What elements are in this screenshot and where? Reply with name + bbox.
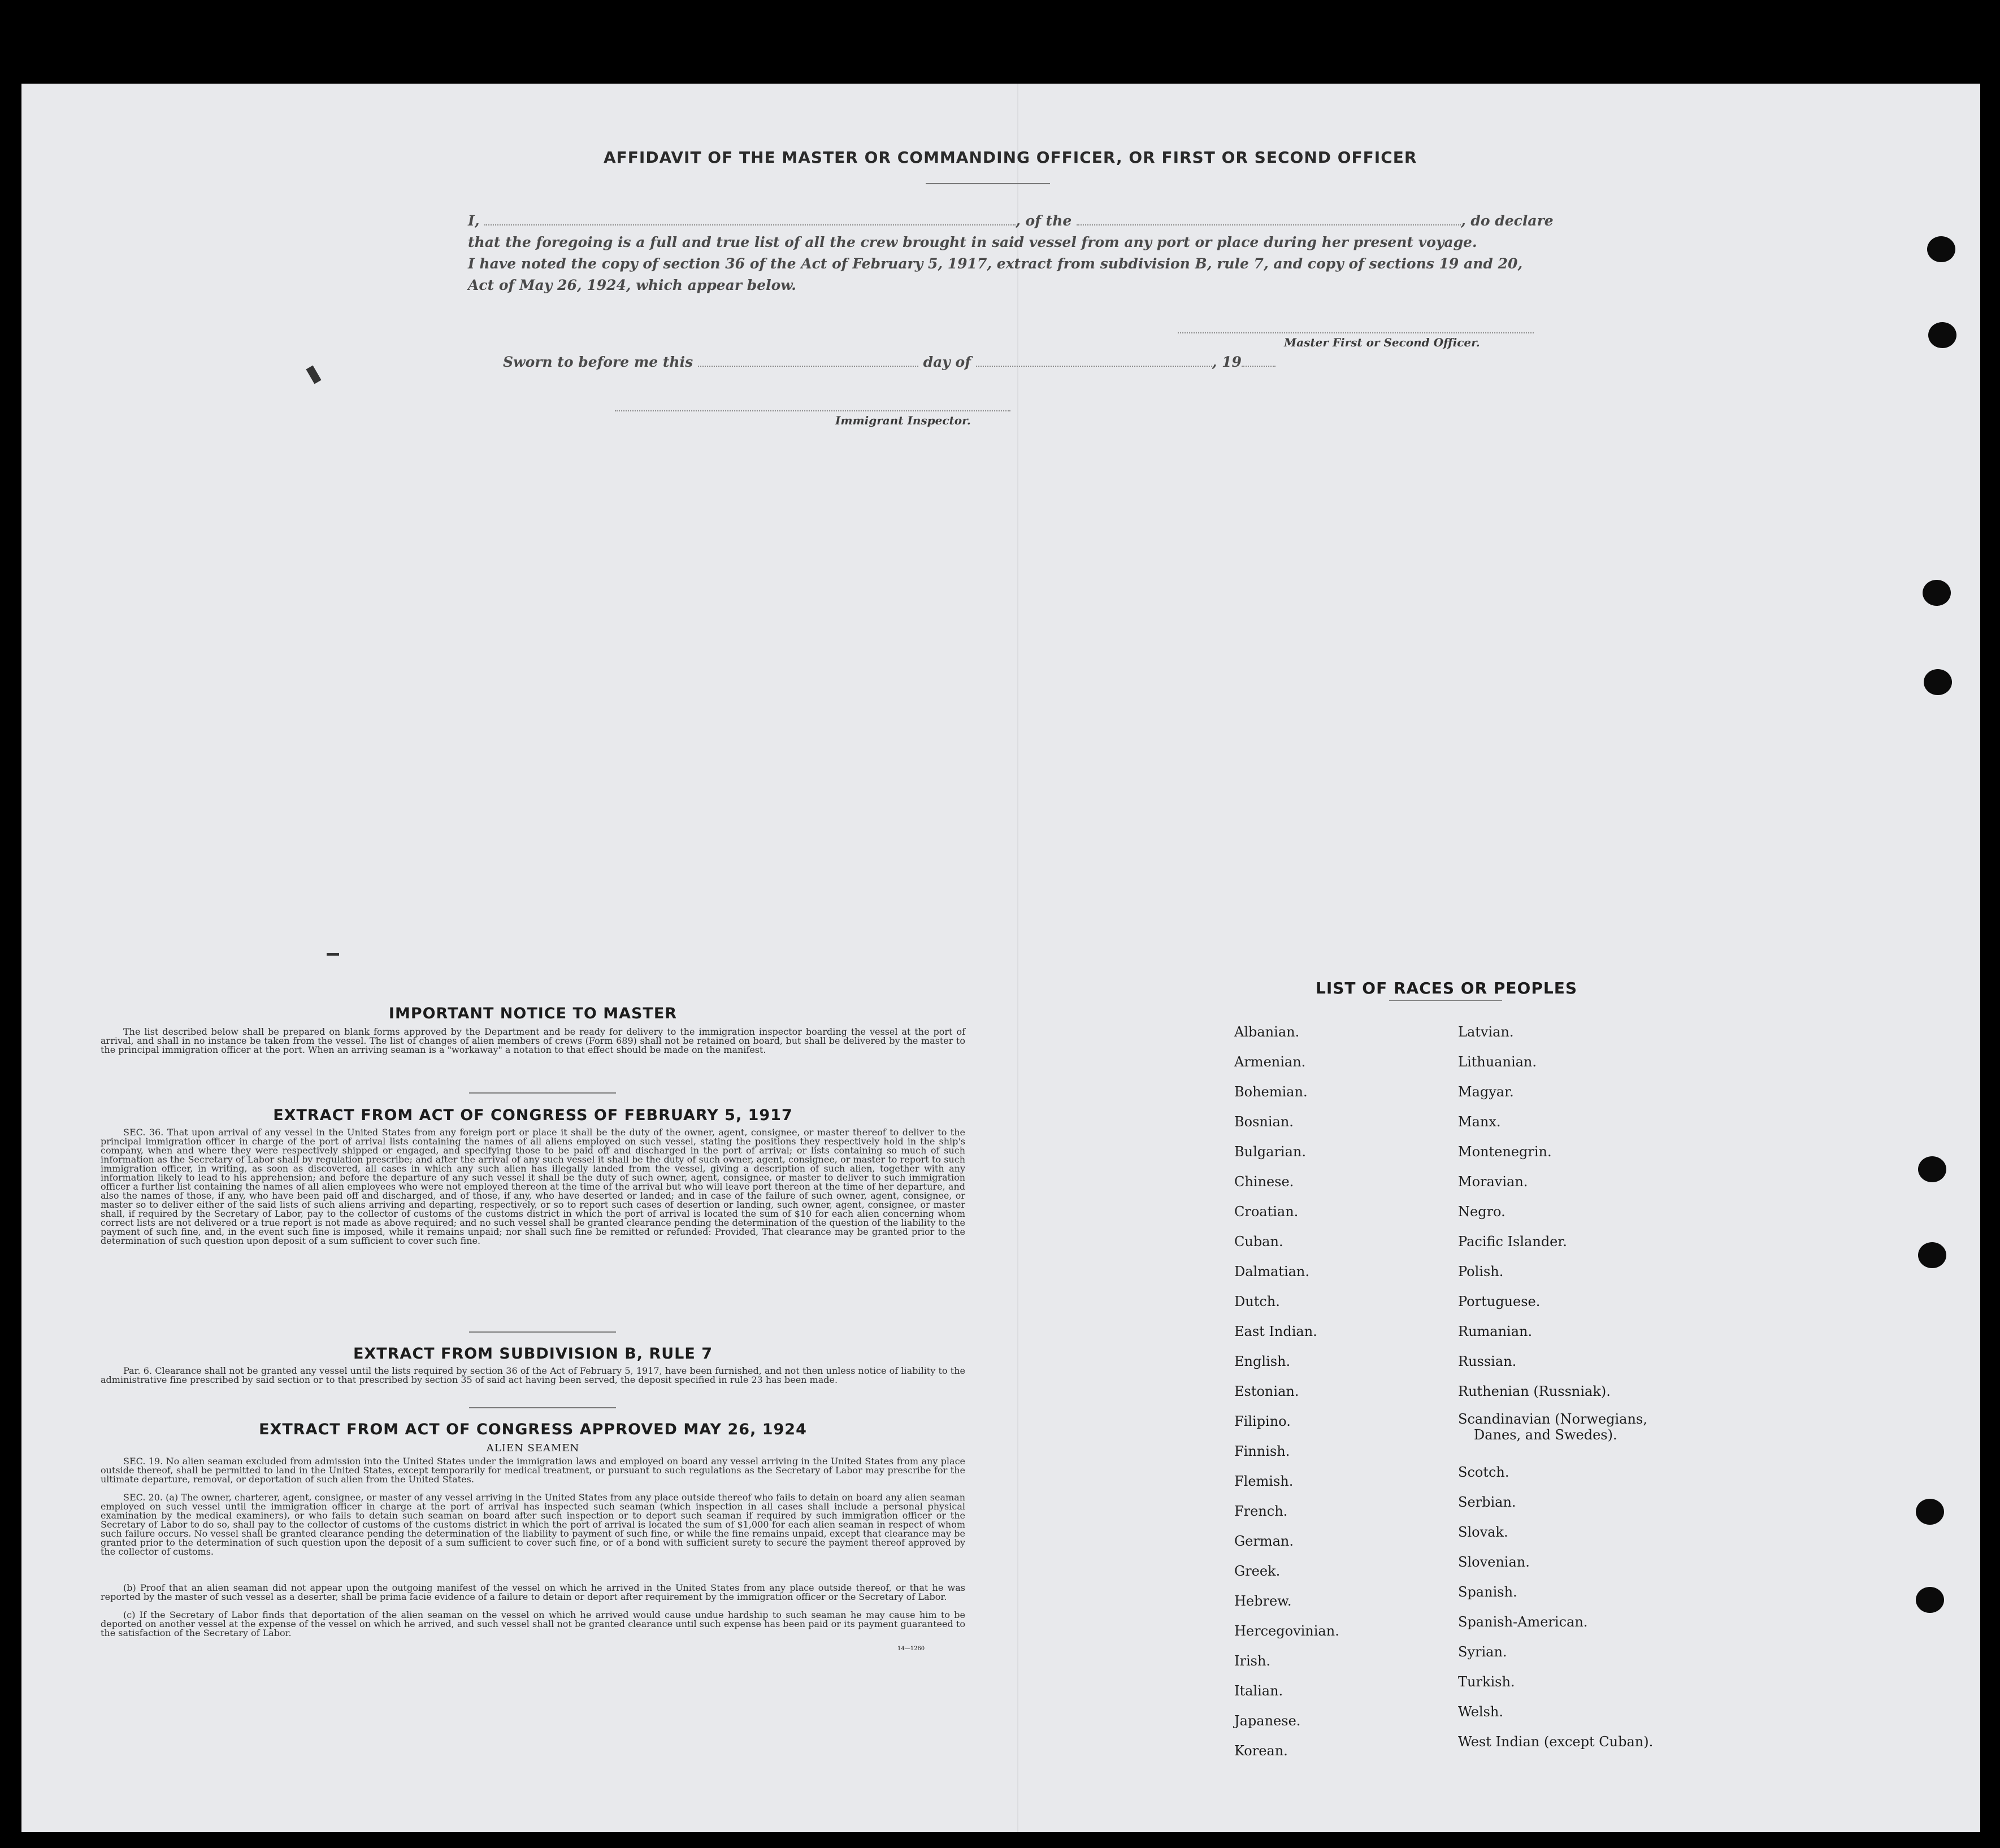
name-field[interactable] — [484, 224, 1016, 225]
race-item: Chinese. — [1234, 1174, 1294, 1190]
of-the-label: , of the — [1016, 212, 1072, 229]
extract-1917-body: SEC. 36. That upon arrival of any vessel in the United States from any foreign port or place it shall be the duty of the owner, agent, consignee, or master thereof to deliver to the principal immigration officer in charge of the port of arrival lists containing the names of all aliens employed on such vessel, stating the positions they respectively hold in the ship's company, when and where they were respectively shipped or engaged, and specifying those to be paid off and discharged in the port of arrival; or lists containing so much of such information as the Secretary of Labor shall by regulation prescribe; and after the arrival of any such vessel it shall be the duty of such owner, agent, consignee, or master to report to such immigration officer, in writing, as soon as discovered, all cases in which any such alien has illegally landed from the vessel, giving a description of such alien, together with any information likely to lead to his apprehension; and before the departure of any such vessel it shall be the duty of such owner, agent, consignee, or master to deliver to such immigration officer a further list containing the names of all alien employees who were not employed thereon at the time of the arrival but who will leave port thereon at the time of her departure, and also the names of those, if any, who have been paid off and discharged, and of those, if any, who have deserted or landed; and in case of the failure of such owner, agent, consignee, or master so to deliver either of the said lists of such aliens arriving and departing, respectively, or so to report such cases of desertion or landing, such owner, agent, consignee, or master shall, if required by the Secretary of Labor, pay to the collector of customs of the customs district in which the port of arrival is located the sum of $10 for each alien concerning whom correct lists are not delivered or a true report is not made as above required; and no such vessel shall be granted clearance pending the determination of the question of the liability to the payment of such fine, and, in the event such fine is imposed, while it remains unpaid; nor shall such fine be remitted or refunded: Provided, That clearance may be granted prior to the determination of such question upon deposit of a sum sufficient to cover such fine. — [101, 1127, 965, 1246]
ink-mark — [306, 366, 321, 384]
sworn-label: Sworn to before me this — [503, 354, 693, 370]
do-declare-label: , do declare — [1461, 212, 1554, 229]
punch-hole — [1923, 580, 1951, 606]
notice-body: The list described below shall be prepared on blank forms approved by the Department and be ready for delivery to the immigration inspector boarding the vessel at the port of arrival, and shall in no instance be taken from the vessel. The list of changes of alien members of crews (Form 689) shall not be retained on board, but shall be delivered by the master to the principal immigration officer at the port. When an arriving seaman is a "workaway" a notation to that effect should be made on the manifest. — [101, 1026, 965, 1055]
sec-20b-text: (b) Proof that an alien seaman did not appear upon the outgoing manifest of the vessel on which he arrived in the United States from any place outside thereof, or that he was reported by the master of such vessel as a deserter, shall be prima facie evidence of a failure to detain or deport after requirement by the immigration officer or the Secretary of Labor. — [101, 1582, 965, 1602]
race-item: Portuguese. — [1458, 1294, 1541, 1309]
race-item: Pacific Islander. — [1458, 1234, 1567, 1250]
race-item: Magyar. — [1458, 1084, 1514, 1100]
subdivision-b-title: EXTRACT FROM SUBDIVISION B, RULE 7 — [353, 1345, 713, 1363]
race-item-line: Scandinavian (Norwegians, — [1458, 1411, 1647, 1427]
sworn-month-field[interactable] — [976, 366, 1212, 367]
race-item-scandinavian — [1458, 1407, 1653, 1457]
race-item: Italian. — [1234, 1683, 1283, 1699]
race-item: Spanish-American. — [1458, 1614, 1588, 1630]
section-divider — [469, 1331, 616, 1333]
race-item: Polish. — [1458, 1264, 1504, 1279]
day-of-label: day of — [923, 354, 971, 370]
race-item: Flemish. — [1234, 1473, 1294, 1489]
master-signature-line[interactable] — [1178, 332, 1534, 333]
race-item: Serbian. — [1458, 1494, 1516, 1510]
sec-20a-text: SEC. 20. (a) The owner, charterer, agent, consignee, or master of any vessel arriving in the United States from any place outside thereof who fails to detain on board any alien seaman employed on such vessel until the immigration officer in charge at the port of arrival has inspected such seaman (which inspection in all cases shall include a personal physical examination by the medical examiners), or who fails to detain such seaman on board after such inspection or to deport such seaman if required by such immigration officer or the Secretary of Labor to do so, shall pay to the collector of customs of the customs district in which the port of arrival is located the sum of $1,000 for each alien seaman in respect of whom such failure occurs. No vessel shall be granted clearance pending the determination of the liability to payment of such fine, or while the fine remains unpaid, except that clearance may be granted prior to the determination of such question upon the deposit of a sum sufficient to cover such fine, or of a bond with sufficient surety to secure the payment thereof approved by the collector of customs. — [101, 1492, 965, 1557]
document-page — [21, 84, 1980, 1832]
punch-hole — [1918, 1156, 1946, 1182]
race-item: Latvian. — [1458, 1024, 1514, 1040]
race-item: French. — [1234, 1503, 1288, 1519]
race-item: Greek. — [1234, 1563, 1281, 1579]
race-item: English. — [1234, 1354, 1291, 1369]
race-item: Irish. — [1234, 1653, 1271, 1669]
race-item: Moravian. — [1458, 1174, 1528, 1190]
sec-20c-text: (c) If the Secretary of Labor finds that deportation of the alien seaman on the vessel on which he arrived would cause undue hardship to such seaman he may cause him to be deported on another vessel at the expense of the vessel on which he arrived, and such vessel shall not be granted clearance until such expense has been paid or its payment guaranteed to the satisfaction of the Secretary of Labor. — [101, 1610, 965, 1638]
race-item: Finnish. — [1234, 1443, 1290, 1459]
race-item: Armenian. — [1234, 1054, 1306, 1070]
punch-hole — [1927, 236, 1955, 262]
races-title: LIST OF RACES OR PEOPLES — [1316, 979, 1577, 997]
race-item: Estonian. — [1234, 1383, 1299, 1399]
sworn-line — [503, 354, 1276, 370]
inspector-signature-line[interactable] — [615, 410, 1010, 411]
races-column-left — [1234, 1017, 1339, 1766]
affidavit-title: AFFIDAVIT OF THE MASTER OR COMMANDING OFFICER, OR FIRST OR SECOND OFFICER — [604, 148, 1417, 167]
race-item: Montenegrin. — [1458, 1144, 1552, 1160]
race-item-line: Danes, and Swedes). — [1474, 1427, 1617, 1443]
fold-line — [1017, 84, 1018, 1832]
notice-title: IMPORTANT NOTICE TO MASTER — [388, 1005, 678, 1022]
punch-hole — [1924, 669, 1952, 695]
i-label: I, — [468, 212, 480, 229]
year-prefix: , 19 — [1212, 354, 1242, 370]
race-item: Bohemian. — [1234, 1084, 1308, 1100]
race-item: Dutch. — [1234, 1294, 1280, 1309]
master-signature-label: Master First or Second Officer. — [1284, 336, 1480, 349]
declaration-text-3: Act of May 26, 1924, which appear below. — [468, 277, 796, 293]
race-item: Rumanian. — [1458, 1324, 1533, 1339]
race-item: Russian. — [1458, 1354, 1517, 1369]
race-item: Hebrew. — [1234, 1593, 1292, 1609]
declaration-text-2: I have noted the copy of section 36 of the Act of February 5, 1917, extract from subdivision B, rule 7, and copy of sections 19 and 20, — [468, 255, 1523, 272]
race-item: East Indian. — [1234, 1324, 1317, 1339]
race-item: West Indian (except Cuban). — [1458, 1734, 1654, 1750]
sworn-day-field[interactable] — [698, 366, 918, 367]
section-divider — [469, 1407, 616, 1408]
race-item: Korean. — [1234, 1743, 1288, 1759]
sec-19-text: SEC. 19. No alien seaman excluded from admission into the United States under the immigration laws and employed on board any vessel arriving in the United States from any place outside thereof, shall be permitted to land in the United States, except temporarily for medical treatment, or pursuant to such regulations as the Secretary of Labor may prescribe for the ultimate departure, removal, or deportation of such alien from the United States. — [101, 1456, 965, 1485]
race-item: German. — [1234, 1533, 1294, 1549]
race-item: Bulgarian. — [1234, 1144, 1306, 1160]
race-item: Welsh. — [1458, 1704, 1503, 1720]
punch-hole — [1918, 1242, 1946, 1268]
race-item: Syrian. — [1458, 1644, 1507, 1660]
declaration-line — [468, 212, 1576, 229]
extract-1924-title: EXTRACT FROM ACT OF CONGRESS APPROVED MAY 26, 1924 — [259, 1421, 807, 1438]
alien-seamen-subtitle: ALIEN SEAMEN — [486, 1442, 580, 1454]
declaration-text-1: that the foregoing is a full and true list of all the crew brought in said vessel from any port or place during her present voyage. — [468, 234, 1477, 250]
race-item: Bosnian. — [1234, 1114, 1294, 1130]
race-item: Albanian. — [1234, 1024, 1300, 1040]
race-item: Croatian. — [1234, 1204, 1299, 1220]
vessel-field[interactable] — [1077, 224, 1461, 225]
race-item: Scotch. — [1458, 1464, 1509, 1480]
race-item: Slovenian. — [1458, 1554, 1530, 1570]
race-item: Negro. — [1458, 1204, 1506, 1220]
inspector-signature-label: Immigrant Inspector. — [835, 414, 971, 427]
race-item: Filipino. — [1234, 1413, 1291, 1429]
races-divider — [1389, 1000, 1502, 1001]
races-column-right — [1458, 1017, 1653, 1757]
race-item: Ruthenian (Russniak). — [1458, 1383, 1611, 1399]
sworn-year-field[interactable] — [1242, 366, 1276, 367]
subdivision-b-body: Par. 6. Clearance shall not be granted any vessel until the lists required by section 36 of the Act of February 5, 1917, have been furnished, and not then unless notice of liability to the administrative fine prescribed by said section or to that prescribed by section 35 of said act having been served, the deposit specified in rule 23 has been made. — [101, 1365, 965, 1385]
title-divider — [926, 183, 1050, 184]
race-item: Hercegovinian. — [1234, 1623, 1339, 1639]
punch-hole — [1916, 1499, 1944, 1525]
section-divider — [469, 1092, 616, 1094]
ink-mark — [327, 953, 339, 956]
race-item: Slovak. — [1458, 1524, 1508, 1540]
race-item: Cuban. — [1234, 1234, 1283, 1250]
punch-hole — [1916, 1587, 1944, 1613]
race-item: Dalmatian. — [1234, 1264, 1310, 1279]
race-item: Lithuanian. — [1458, 1054, 1537, 1070]
race-item: Turkish. — [1458, 1674, 1515, 1690]
race-item: Manx. — [1458, 1114, 1501, 1130]
race-item: Spanish. — [1458, 1584, 1517, 1600]
form-number: 14—1260 — [897, 1646, 925, 1652]
extract-1917-title: EXTRACT FROM ACT OF CONGRESS OF FEBRUARY 5, 1917 — [273, 1107, 793, 1124]
race-item: Japanese. — [1234, 1713, 1301, 1729]
punch-hole — [1928, 322, 1956, 348]
